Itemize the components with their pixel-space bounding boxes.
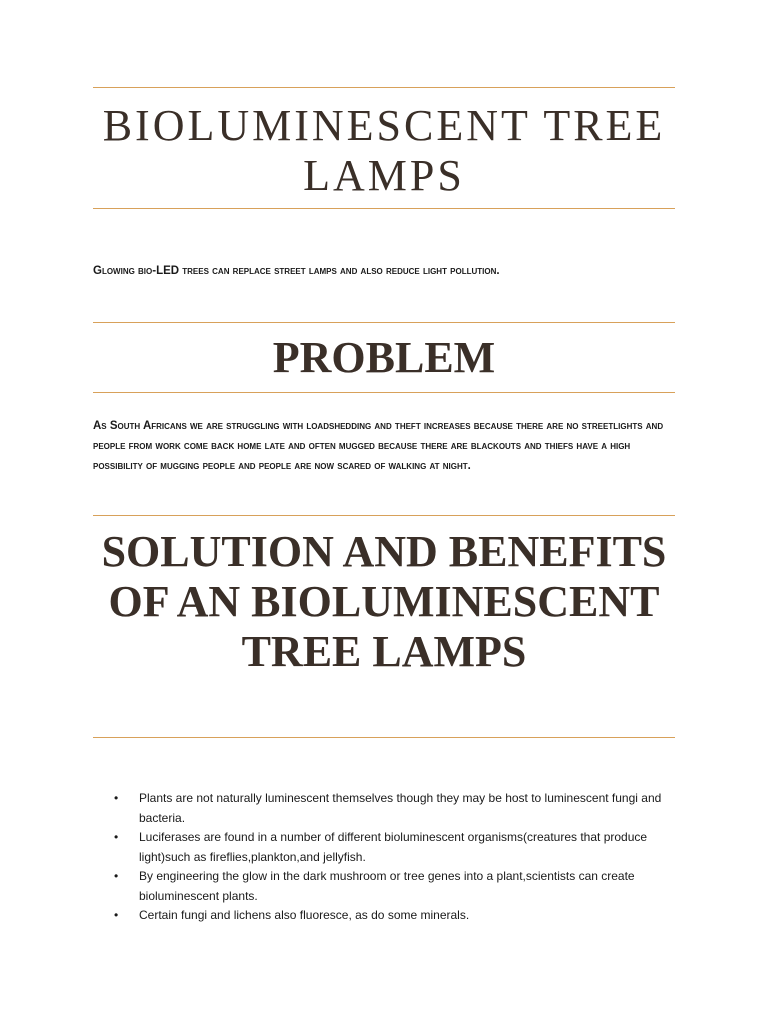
benefits-list <box>93 789 675 926</box>
bullet-icon: • <box>114 908 119 922</box>
list-item <box>93 789 675 828</box>
divider-rule <box>93 515 675 516</box>
divider-rule <box>93 392 675 393</box>
list-item <box>93 867 675 906</box>
list-item-text: Luciferases are found in a number of different bioluminescent organisms(creatures that produce light)such as fireflies,plankton,and jellyfish. <box>139 830 648 864</box>
tagline: Glowing bio-LED trees can replace street lamps and also reduce light pollution. <box>93 265 500 277</box>
divider-rule <box>93 737 675 738</box>
list-item-text: Certain fungi and lichens also fluoresce, as do some minerals. <box>139 908 470 922</box>
divider-rule <box>93 87 675 88</box>
problem-heading: PROBLEM <box>272 333 496 382</box>
bullet-icon: • <box>114 869 119 883</box>
document-title: BIOLUMINESCENT TREE LAMPS <box>102 101 666 200</box>
list-item-text: Plants are not naturally luminescent themselves though they may be host to luminescent fungi and bacteria. <box>139 791 662 825</box>
bullet-icon: • <box>114 791 119 805</box>
problem-text: As South Africans we are struggling with loadshedding and theft increases because there are no streetlights and people from work come back home late and often mugged because there are blackouts and thiefs have a high possibility of mugging people and people are now scared of walking at night. <box>93 420 664 472</box>
divider-rule <box>93 208 675 209</box>
list-item <box>93 906 675 926</box>
list-item <box>93 828 675 867</box>
solution-heading: SOLUTION AND BENEFITS OF AN BIOLUMINESCENT TREE LAMPS <box>101 527 667 676</box>
bullet-icon: • <box>114 830 119 844</box>
list-item-text: By engineering the glow in the dark mushroom or tree genes into a plant,scientists can create bioluminescent plants. <box>139 869 635 903</box>
divider-rule <box>93 322 675 323</box>
